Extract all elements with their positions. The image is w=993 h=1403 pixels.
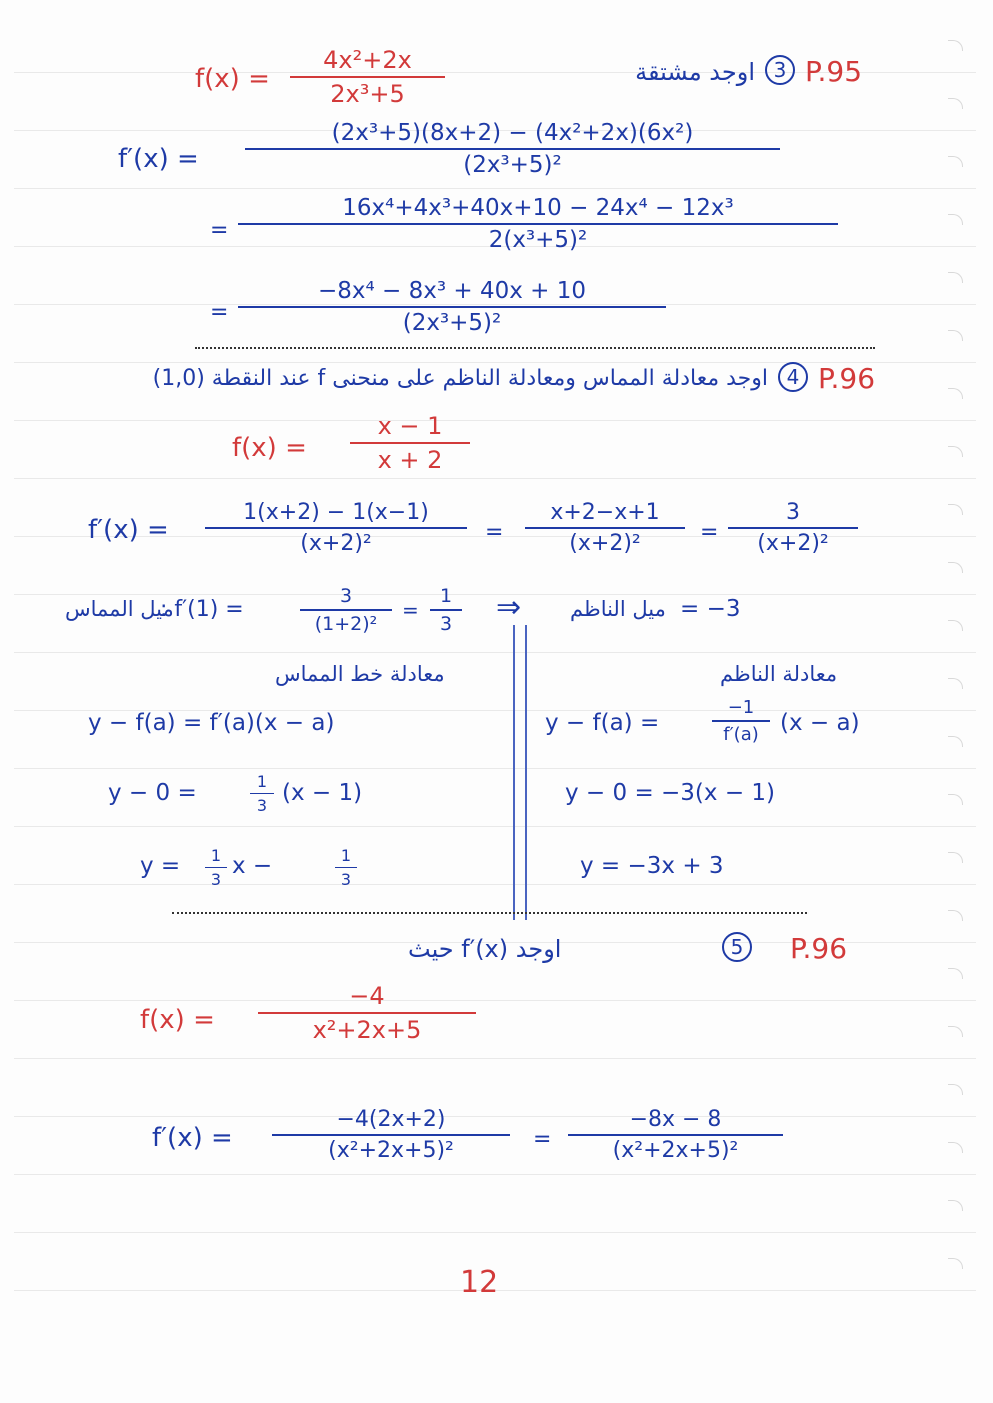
binder-ring-icon [948,620,963,631]
problem5-fx-fraction [258,982,476,1044]
ruled-line [14,1000,976,1001]
normal-equation-1-right: (x − a) [780,710,860,736]
tangent-equation-3-coef [205,846,227,889]
binder-ring-icon [948,1200,963,1211]
problem5-d-fraction-2 [568,1107,783,1163]
tangent-equation-3-const [335,846,357,889]
binder-ring-icon [948,910,963,921]
problem5-d-denominator-2: (x²+2x+5)² [612,1138,739,1163]
problem5-fx-denominator: x²+2x+5 [312,1016,422,1044]
normal-equation-3: y = −3x + 3 [580,853,724,879]
problem3-step3-fraction [238,278,666,336]
problem3-step1-fraction [245,120,780,178]
problem4-fx-label: f(x) = [232,433,307,463]
problem4-d-denominator-3: (x+2)² [757,531,829,556]
binder-ring-icon [948,852,963,863]
problem4-d-equals-2: = [700,520,719,545]
problem5-instruction-where: حيث [408,935,454,963]
normal-equation-1-fraction [712,697,770,745]
problem4-d-fraction-3 [728,500,858,556]
ruled-line [14,768,976,769]
problem5-d-equals: = [533,1127,552,1152]
problem3-ref: P.95 [805,55,863,88]
binder-ring-icon [948,272,963,283]
column-divider [513,625,527,920]
problem4-d-denominator-2: (x+2)² [569,531,641,556]
problem5-derivative-label: f′(x) = [152,1123,233,1153]
binder-ring-icon [948,446,963,457]
binder-ring-icon [948,504,963,515]
normal-equation-1-numerator: −1 [727,697,755,718]
tangent-equation-3-coef-numerator: 1 [210,846,222,865]
problem5-fx-numerator: −4 [349,982,385,1010]
tangent-equation-2-fraction [250,772,274,815]
binder-ring-icon [948,968,963,979]
tangent-equation-3-left: y = [140,853,181,879]
problem3-number: 3 [765,55,795,85]
problem3-step2-fraction [238,195,838,253]
binder-ring-icon [948,794,963,805]
tangent-equation-1: y − f(a) = f′(a)(x − a) [88,710,335,736]
section-divider-2 [172,908,807,914]
problem3-step2-equals: = [210,218,229,243]
binder-ring-icon [948,1084,963,1095]
slope-tangent-label: ميل المماس [65,597,174,621]
binder-ring-icon [948,40,963,51]
problem5-number: 5 [722,932,752,962]
problem4-instruction: اوجد معادلة المماس ومعادلة الناظم على منحنى f عند النقطة (1,0) [152,366,768,391]
problem4-d-equals-1: = [485,520,504,545]
tangent-equation-2-left: y − 0 = [108,780,197,806]
problem3-step2-denominator: 2(x³+5)² [488,227,588,253]
binder-ring-icon [948,1026,963,1037]
section-divider-1 [195,343,875,349]
problem3-derivative-label: f′(x) = [118,144,199,174]
tangent-equation-2-right: (x − 1) [282,780,363,806]
normal-equation-1-denominator: f′(a) [723,724,759,745]
binder-ring-icon [948,156,963,167]
problem5-d-numerator-1: −4(2x+2) [336,1107,446,1132]
problem5-d-fraction-1 [272,1107,510,1163]
slope-tangent-equals: = [402,598,419,622]
normal-title: معادلة الناظم [720,662,838,686]
problem3-step3-denominator: (2x³+5)² [402,310,502,336]
tangent-equation-2-numerator: 1 [256,772,268,791]
slope-normal-value: = −3 [680,596,741,622]
normal-equation-2: y − 0 = −3(x − 1) [565,780,776,806]
ruled-line [14,594,976,595]
problem5-instruction-verb: اوجد [515,935,562,963]
problem5-d-denominator-1: (x²+2x+5)² [328,1138,454,1163]
problem3-fx-fraction [290,46,445,108]
slope-tangent-expression: : f′(1) = [160,597,244,622]
binder-ring-icon [948,98,963,109]
problem3-fx-label: f(x) = [195,64,270,94]
problem4-d-fraction-2 [525,500,685,556]
problem4-d-numerator-1: 1(x+2) − 1(x−1) [243,500,429,525]
problem4-d-numerator-3: 3 [786,500,800,525]
problem4-d-denominator-1: (x+2)² [300,531,372,556]
binder-ring-icon [948,388,963,399]
slope-tangent-numerator: 3 [339,585,353,607]
problem5-fx-label: f(x) = [140,1005,215,1035]
slope-tangent-result-denominator: 3 [439,613,453,635]
problem4-fx-fraction [350,412,470,474]
tangent-equation-3-const-numerator: 1 [340,846,352,865]
problem3-fx-denominator: 2x³+5 [330,80,405,108]
problem5-instruction [408,935,561,963]
tangent-equation-3-coef-denominator: 3 [210,870,222,889]
problem4-fx-denominator: x + 2 [377,446,443,474]
problem4-fx-numerator: x − 1 [377,412,443,440]
tangent-title: معادلة خط المماس [275,662,445,686]
ruled-line [14,1174,976,1175]
binder-ring-icon [948,214,963,225]
tangent-equation-3-mid: x − [232,853,273,879]
problem3-step1-numerator: (2x³+5)(8x+2) − (4x²+2x)(6x²) [331,120,694,146]
slope-tangent-result-numerator: 1 [439,585,453,607]
binder-ring-icon [948,678,963,689]
problem5-instruction-function: f′(x) [461,935,509,963]
binder-ring-icon [948,736,963,747]
ruled-line [14,884,976,885]
ruled-line [14,1058,976,1059]
problem4-derivative-label: f′(x) = [88,515,169,545]
slope-tangent-denominator: (1+2)² [314,613,378,635]
problem4-ref: P.96 [818,362,876,395]
ruled-line [14,1232,976,1233]
problem4-d-numerator-2: x+2−x+1 [550,500,660,525]
problem3-fx-numerator: 4x²+2x [323,46,412,74]
problem3-step1-denominator: (2x³+5)² [463,152,562,178]
page-number: 12 [460,1265,499,1300]
binder-ring-icon [948,330,963,341]
problem3-step3-equals: = [210,300,229,325]
ruled-line [14,188,976,189]
binder-ring-icon [948,562,963,573]
ruled-line [14,478,976,479]
problem5-ref: P.96 [790,932,848,965]
binder-ring-icon [948,1258,963,1269]
ruled-line [14,652,976,653]
slope-tangent-fraction [300,585,392,635]
problem3-step2-numerator: 16x⁴+4x³+40x+10 − 24x⁴ − 12x³ [342,195,734,221]
binder-ring-icon [948,1142,963,1153]
implies-arrow-icon: ⇒ [496,590,522,625]
problem5-d-numerator-2: −8x − 8 [629,1107,722,1132]
normal-equation-1-left: y − f(a) = [545,710,660,736]
problem4-d-fraction-1 [205,500,467,556]
tangent-equation-2-denominator: 3 [256,796,268,815]
slope-normal-label: ميل الناظم [570,597,666,621]
problem3-step3-numerator: −8x⁴ − 8x³ + 40x + 10 [317,278,587,304]
problem3-instruction: اوجد مشتقة [635,58,755,86]
ruled-line [14,826,976,827]
tangent-equation-3-const-denominator: 3 [340,870,352,889]
slope-tangent-result [430,585,462,635]
ruled-line [14,420,976,421]
problem4-number: 4 [778,362,808,392]
